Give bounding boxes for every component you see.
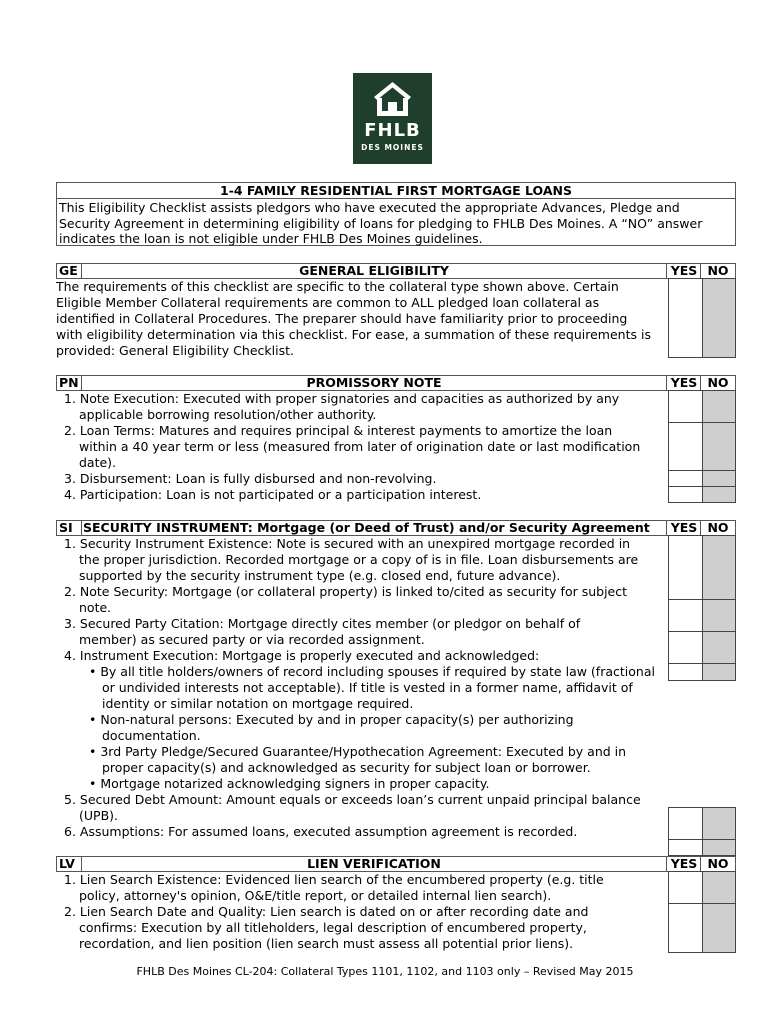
checklist-item-cont: note. — [79, 600, 112, 615]
no-checkbox[interactable] — [702, 470, 736, 487]
yes-checkbox[interactable] — [668, 470, 703, 487]
yes-checkbox[interactable] — [668, 807, 703, 840]
yes-checkbox[interactable] — [668, 599, 703, 632]
section-code: PN — [57, 376, 82, 390]
checklist-item-cont: (UPB). — [79, 808, 118, 823]
yes-checkbox[interactable] — [668, 903, 703, 953]
bullet-item-cont: documentation. — [102, 728, 201, 743]
no-checkbox[interactable] — [702, 486, 736, 503]
document-title: 1-4 FAMILY RESIDENTIAL FIRST MORTGAGE LOANS — [57, 183, 735, 199]
text-line: with eligibility determination via this checklist. For ease, a summation of these requirements is — [56, 327, 651, 342]
text-line: provided: General Eligibility Checklist. — [56, 343, 294, 358]
no-checkbox[interactable] — [702, 807, 736, 840]
yes-column-header: YES — [666, 521, 701, 535]
section-lien-verification — [56, 856, 736, 951]
bullet-item-cont: or undivided interests not acceptable). If title is vested in a former name, affidavit of — [102, 680, 633, 695]
section-general-eligibility — [56, 263, 736, 358]
section-security-instrument — [56, 520, 736, 839]
no-checkbox[interactable] — [702, 422, 736, 471]
checklist-item-cont: member) as secured party or via recorded assignment. — [79, 632, 425, 647]
section-title: LIEN VERIFICATION — [307, 856, 441, 871]
intro-line: This Eligibility Checklist assists pledgors who have executed the appropriate Advances, Pledge and — [59, 200, 680, 215]
checklist-item: 1. Security Instrument Existence: Note is secured with an unexpired mortgage recorded in — [64, 536, 631, 551]
no-checkbox[interactable] — [702, 839, 736, 856]
no-column-header: NO — [700, 376, 735, 390]
yes-checkbox[interactable] — [668, 390, 703, 423]
checklist-item-cont: confirms: Execution by all titleholders, legal description of encumbered property, — [79, 920, 587, 935]
page-footer: FHLB Des Moines CL-204: Collateral Types 1101, 1102, and 1103 only – Revised May 2015 — [136, 965, 634, 978]
section-header — [56, 520, 736, 536]
checklist-item: 5. Secured Debt Amount: Amount equals or exceeds loan’s current unpaid principal balance — [64, 792, 641, 807]
yes-checkbox[interactable] — [668, 486, 703, 503]
checklist-item: 2. Note Security: Mortgage (or collateral property) is linked to/cited as security for subject — [64, 584, 628, 599]
yes-checkbox[interactable] — [668, 422, 703, 471]
checklist-item: 3. Secured Party Citation: Mortgage directly cites member (or pledgor on behalf of — [64, 616, 581, 631]
intro-line: indicates the loan is not eligible under FHLB Des Moines guidelines. — [59, 231, 483, 246]
checklist-item-cont: supported by the security instrument type (e.g. closed end, future advance). — [79, 568, 561, 583]
fhlb-logo — [353, 73, 432, 164]
logo-wordmark: FHLB — [364, 120, 421, 141]
no-checkbox[interactable] — [702, 631, 736, 664]
bullet-item-cont: proper capacity(s) and acknowledged as security for subject loan or borrower. — [102, 760, 591, 775]
checklist-item-cont: applicable borrowing resolution/other authority. — [79, 407, 377, 422]
checklist-item: 3. Disbursement: Loan is fully disbursed and non-revolving. — [64, 471, 437, 486]
section-promissory-note — [56, 375, 736, 502]
checklist-item-cont: date). — [79, 455, 117, 470]
yes-column-header: YES — [666, 857, 701, 871]
no-checkbox[interactable] — [702, 903, 736, 953]
yes-checkbox[interactable] — [668, 871, 703, 904]
bullet-item-cont: identity or similar notation on mortgage required. — [102, 696, 414, 711]
section-title: SECURITY INSTRUMENT: Mortgage (or Deed of Trust) and/or Security Agreement — [83, 520, 650, 535]
bullet-item: • Non-natural persons: Executed by and in proper capacity(s) per authorizing — [89, 712, 574, 727]
checklist-item-cont: within a 40 year term or less (measured from later of origination date or last modification — [79, 439, 641, 454]
no-checkbox[interactable] — [702, 663, 736, 681]
no-column-header: NO — [700, 264, 735, 278]
checklist-item: 2. Loan Terms: Matures and requires principal & interest payments to amortize the loan — [64, 423, 613, 438]
no-column-header: NO — [700, 857, 735, 871]
yes-checkbox[interactable] — [668, 631, 703, 664]
no-checkbox[interactable] — [702, 278, 736, 358]
section-title: GENERAL ELIGIBILITY — [299, 263, 449, 278]
checklist-item-cont: policy, attorney's opinion, O&E/title report, or detailed internal lien search). — [79, 888, 552, 903]
no-checkbox[interactable] — [702, 871, 736, 904]
no-checkbox[interactable] — [702, 390, 736, 423]
text-line: identified in Collateral Procedures. The preparer should have familiarity prior to proceeding — [56, 311, 628, 326]
yes-column-header: YES — [666, 264, 701, 278]
checklist-item: 6. Assumptions: For assumed loans, executed assumption agreement is recorded. — [64, 824, 578, 839]
intro-line: Security Agreement in determining eligibility of loans for pledging to FHLB Des Moines. A “NO” answer — [59, 215, 703, 231]
intro-box — [56, 182, 736, 246]
logo-subtitle: DES MOINES — [361, 143, 424, 152]
section-title: PROMISSORY NOTE — [306, 375, 442, 390]
section-code: LV — [57, 857, 82, 871]
section-header — [56, 375, 736, 391]
checklist-item: 4. Instrument Execution: Mortgage is properly executed and acknowledged: — [64, 648, 540, 663]
intro-text — [57, 199, 735, 248]
section-code: SI — [57, 521, 82, 535]
text-line: The requirements of this checklist are specific to the collateral type shown above. Certain — [56, 279, 619, 294]
section-header — [56, 263, 736, 279]
yes-checkbox[interactable] — [668, 663, 703, 681]
yes-checkbox[interactable] — [668, 535, 703, 600]
no-checkbox[interactable] — [702, 599, 736, 632]
bullet-item: • Mortgage notarized acknowledging signers in proper capacity. — [89, 776, 490, 791]
bullet-item: • By all title holders/owners of record including spouses if required by state law (fractional — [89, 664, 655, 679]
checklist-item-cont: recordation, and lien position (lien search must assess all potential prior liens). — [79, 936, 574, 951]
checklist-item: 1. Note Execution: Executed with proper signatories and capacities as authorized by any — [64, 391, 620, 406]
section-header — [56, 856, 736, 872]
yes-column-header: YES — [666, 376, 701, 390]
no-column-header: NO — [700, 521, 735, 535]
bullet-item: • 3rd Party Pledge/Secured Guarantee/Hypothecation Agreement: Executed by and in — [89, 744, 627, 759]
house-icon — [353, 73, 432, 119]
yes-checkbox[interactable] — [668, 839, 703, 856]
checklist-item: 2. Lien Search Date and Quality: Lien search is dated on or after recording date and — [64, 904, 589, 919]
checklist-item-cont: the proper jurisdiction. Recorded mortgage or a copy of is in file. Loan disbursements are — [79, 552, 639, 567]
section-code: GE — [57, 264, 82, 278]
no-checkbox[interactable] — [702, 535, 736, 600]
yes-checkbox[interactable] — [668, 278, 703, 358]
text-line: Eligible Member Collateral requirements are common to ALL pledged loan collateral as — [56, 295, 600, 310]
checklist-item: 4. Participation: Loan is not participated or a participation interest. — [64, 487, 482, 502]
checklist-item: 1. Lien Search Existence: Evidenced lien search of the encumbered property (e.g. title — [64, 872, 604, 887]
